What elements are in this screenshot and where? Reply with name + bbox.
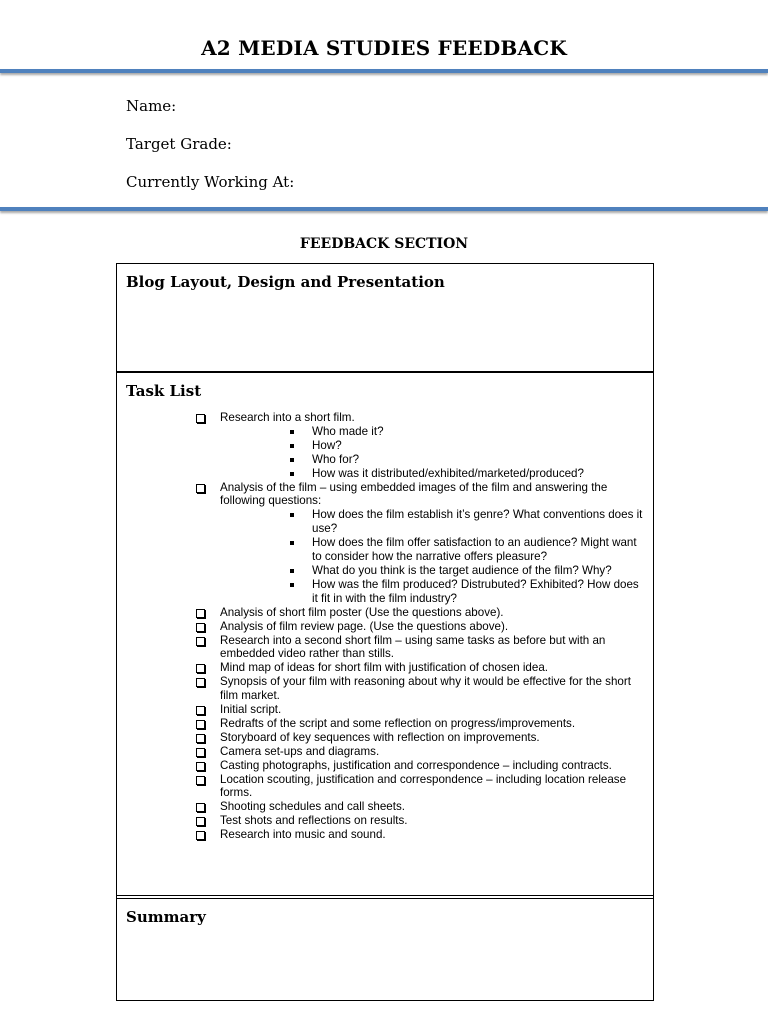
task-text: Research into music and sound. bbox=[220, 828, 386, 842]
checkbox-icon bbox=[196, 706, 205, 715]
subtask-text: What do you think is the target audience of the film? Why? bbox=[312, 563, 612, 577]
task-text: Camera set-ups and diagrams. bbox=[220, 744, 380, 758]
checkbox-icon bbox=[196, 609, 205, 618]
summary-heading: Summary bbox=[126, 908, 206, 926]
task-text: Casting photographs, justification and correspondence – including contracts. bbox=[220, 758, 612, 772]
checkbox-icon bbox=[196, 484, 205, 493]
subtask-item bbox=[220, 508, 645, 536]
square-bullet-icon bbox=[290, 472, 294, 476]
checkbox-icon bbox=[196, 637, 205, 646]
checkbox-icon bbox=[196, 762, 205, 771]
checkbox-icon bbox=[196, 776, 205, 785]
summary-cell bbox=[117, 898, 653, 1001]
subtask-item bbox=[220, 439, 645, 453]
checkbox-icon bbox=[196, 664, 205, 673]
task-list bbox=[195, 411, 645, 842]
checkbox-icon bbox=[196, 748, 205, 757]
checkbox-icon bbox=[196, 623, 205, 632]
task-text: Mind map of ideas for short film with justification of chosen idea. bbox=[220, 661, 548, 675]
task-item bbox=[195, 814, 645, 828]
task-item bbox=[195, 759, 645, 773]
document-title: A2 MEDIA STUDIES FEEDBACK bbox=[201, 36, 567, 60]
square-bullet-icon bbox=[290, 458, 294, 462]
task-item bbox=[195, 828, 645, 842]
task-item bbox=[195, 606, 645, 620]
subtask-text: How? bbox=[312, 438, 342, 452]
subtask-text: How does the film offer satisfaction to an audience? Might want to consider how the narrative offers pleasure? bbox=[312, 536, 637, 564]
task-item bbox=[195, 620, 645, 634]
subtask-text: Who for? bbox=[312, 452, 360, 466]
subtask-text: How was the film produced? Distrubuted? Exhibited? How does it fit in with the film industry? bbox=[312, 577, 639, 605]
blog-layout-heading: Blog Layout, Design and Presentation bbox=[126, 273, 445, 291]
task-item bbox=[195, 675, 645, 703]
task-text: Location scouting, justification and correspondence – including location release forms. bbox=[220, 772, 627, 800]
checkbox-icon bbox=[196, 817, 205, 826]
checkbox-icon bbox=[196, 678, 205, 687]
subtask-item bbox=[220, 453, 645, 467]
task-text: Analysis of short film poster (Use the questions above). bbox=[220, 605, 504, 619]
task-text: Redrafts of the script and some reflection on progress/improvements. bbox=[220, 716, 576, 730]
square-bullet-icon bbox=[290, 569, 294, 573]
task-item bbox=[195, 717, 645, 731]
currently-working-at-label: Currently Working At: bbox=[126, 173, 295, 191]
subtask-list bbox=[220, 425, 645, 481]
subtask-item bbox=[220, 578, 645, 606]
square-bullet-icon bbox=[290, 513, 294, 517]
task-text: Research into a second short film – using same tasks as before but with an embedded video rather than stills. bbox=[220, 633, 606, 661]
task-text: Synopsis of your film with reasoning about why it would be effective for the short film market. bbox=[220, 675, 631, 703]
task-text: Analysis of the film – using embedded images of the film and answering the following questions: bbox=[220, 480, 608, 508]
task-text: Storyboard of key sequences with reflection on improvements. bbox=[220, 730, 540, 744]
task-text: Research into a short film. bbox=[220, 411, 355, 424]
task-item bbox=[195, 773, 645, 801]
checkbox-icon bbox=[196, 720, 205, 729]
task-item bbox=[195, 411, 645, 481]
task-item bbox=[195, 731, 645, 745]
checkbox-icon bbox=[196, 803, 205, 812]
top-divider bbox=[0, 69, 768, 73]
subtask-text: Who made it? bbox=[312, 424, 384, 438]
subtask-item bbox=[220, 536, 645, 564]
task-item bbox=[195, 661, 645, 675]
task-item bbox=[195, 634, 645, 662]
checkbox-icon bbox=[196, 734, 205, 743]
task-item bbox=[195, 745, 645, 759]
bottom-divider bbox=[0, 207, 768, 211]
subtask-list bbox=[220, 508, 645, 605]
square-bullet-icon bbox=[290, 430, 294, 434]
square-bullet-icon bbox=[290, 541, 294, 545]
task-list-cell bbox=[117, 373, 653, 896]
task-list-heading: Task List bbox=[126, 382, 202, 400]
task-text: Analysis of film review page. (Use the questions above). bbox=[220, 619, 509, 633]
square-bullet-icon bbox=[290, 444, 294, 448]
task-item bbox=[195, 703, 645, 717]
checkbox-icon bbox=[196, 414, 205, 423]
square-bullet-icon bbox=[290, 583, 294, 587]
feedback-section-heading: FEEDBACK SECTION bbox=[299, 236, 469, 252]
target-grade-label: Target Grade: bbox=[126, 135, 232, 153]
task-item bbox=[195, 800, 645, 814]
task-text: Initial script. bbox=[220, 703, 282, 717]
task-text: Shooting schedules and call sheets. bbox=[220, 800, 405, 814]
subtask-text: How was it distributed/exhibited/marketed/produced? bbox=[312, 466, 584, 480]
checkbox-icon bbox=[196, 831, 205, 840]
blog-layout-cell bbox=[117, 264, 653, 373]
subtask-text: How does the film establish it’s genre? What conventions does it use? bbox=[312, 508, 643, 536]
task-text: Test shots and reflections on results. bbox=[220, 814, 408, 828]
feedback-table bbox=[116, 263, 654, 1001]
subtask-item bbox=[220, 425, 645, 439]
task-item bbox=[195, 481, 645, 606]
subtask-item bbox=[220, 564, 645, 578]
subtask-item bbox=[220, 467, 645, 481]
name-field-label: Name: bbox=[126, 97, 177, 115]
